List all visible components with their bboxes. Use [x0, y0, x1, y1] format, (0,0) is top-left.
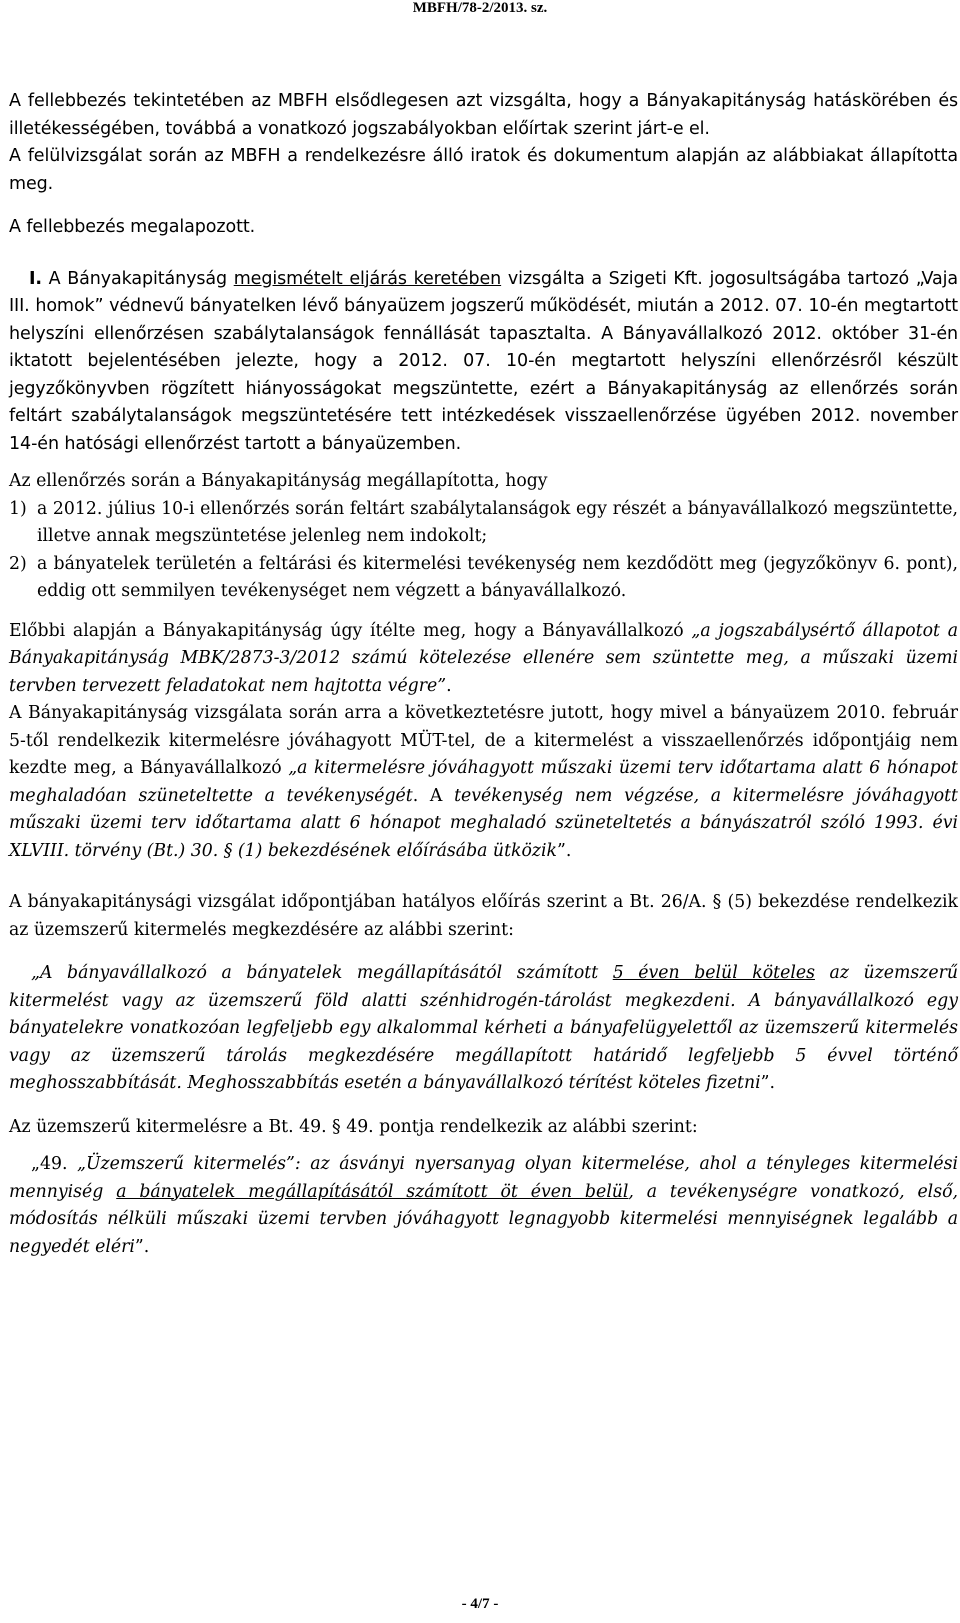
- quote-bt-49: [9, 1151, 958, 1261]
- paragraph-findings-intro: Az ellenőrzés során a Bányakapitányság megállapította, hogy: [9, 471, 548, 491]
- conclusion-text-1: A Bányakapitányság vizsgálata során arra a következtetésre jutott, hogy mivel a bányaüzem 2010. február 5-től rendelkezik kitermelésre jóváhagyott MÜT-tel, de a kitermelést a visszaellenőrzés időpontjáig nem kezdte meg, a Bányavállalkozó: [9, 703, 958, 778]
- paragraph-judgement: [9, 618, 958, 701]
- paragraph-appeal-scope: A fellebbezés tekintetében az MBFH elsődlegesen azt vizsgálta, hogy a Bányakapitányság hatáskörében és illetékességében, továbbá a vonatkozó jogszabályokban előírtak szerint járt-e el.: [9, 91, 958, 139]
- list-item: [9, 551, 958, 606]
- paragraph-conclusion: [9, 700, 958, 865]
- quote1-underlined: 5 éven belül köteles: [612, 963, 815, 983]
- quote-bt-26a: [9, 960, 958, 1098]
- quote2-underlined: a bányatelek megállapításától számított öt éven belül: [116, 1181, 629, 1202]
- section-text-2: vizsgálta a Szigeti Kft. jogosultságába tartozó „Vaja III.: [9, 268, 959, 316]
- quote2-number: „49.: [31, 1154, 77, 1174]
- list-item-number: 2): [9, 553, 27, 574]
- conclusion-end: ”.: [557, 840, 572, 861]
- quote1-text-1: „A bányavállalkozó a bányatelek megállapításától számított: [31, 963, 613, 983]
- page-number-footer: - 4/7 -: [461, 1596, 499, 1612]
- section-text-3: homok” védnevű bányatelken lévő bányaüzem jogszerű működését, miután a 2012. 07. 10-én megtartott helyszíni ellenőrzésen szabálytalanságok fennállását tapasztalta. A Bányavállalkozó 2012. október 31-én iktatott bejelentésében jelezte, hogy a 2012. 07. 10-én megtartott helyszíni ellenőrzésről készült jegyzőkönyvben rögzített hiányosságokat megszüntette, ezért a Bányakapitányság az ellenőrzés során feltárt szabálytalanságok megszüntetésére tett intézkedések visszaellenőrzése ügyében 2012. november 14-én hatósági ellenőrzést tartott a bányaüzemben.: [9, 296, 958, 454]
- judgement-text: Előbbi alapján a Bányakapitányság úgy ítélte meg, hogy a Bányavállalkozó: [9, 620, 692, 641]
- judgement-end: .: [446, 675, 452, 696]
- paragraph-definition-intro: Az üzemszerű kitermelésre a Bt. 49. § 49. pontja rendelkezik az alábbi szerint:: [9, 1116, 698, 1137]
- section-text-1: A Bányakapitányság: [48, 268, 228, 289]
- list-item-text: a 2012. július 10-i ellenőrzés során feltárt szabálytalanságok egy részét a bányavállalkozó megszüntette, illetve annak megszüntetése jelenleg nem indokolt;: [37, 498, 958, 546]
- list-item: [9, 496, 958, 551]
- quote2-text-1: „Üzemszerű kitermelés”: az ásványi nyersanyag olyan kitermelése, ahol a tényleges kitermelési mennyiség: [9, 1154, 958, 1202]
- document-body: [9, 88, 958, 1261]
- section-number: I.: [29, 268, 42, 289]
- quote1-text-2: az üzemszerű kitermelést vagy az üzemszerű föld alatti szénhidrogén-tárolást megkezdeni. A bányavállalkozó egy bányatelekre vonatkozóan legfeljebb egy alkalommal kérheti a bányafelügyelettől az üzemszerű kitermelés vagy az üzemszerű tárolás megkezdésére megállapított határidő legfeljebb 5 évvel történő meghosszabbítását. Meghosszabbítás esetén a bányavállalkozó térítést köteles fizetni: [9, 963, 958, 1093]
- paragraph-appeal-founded: A fellebbezés megalapozott.: [9, 217, 256, 237]
- document-id-header: MBFH/78-2/2013. sz.: [412, 0, 548, 16]
- paragraph-review: A felülvizsgálat során az MBFH a rendelkezésre álló iratok és dokumentum alapján az alábbiakat állapította meg.: [9, 146, 958, 194]
- quote2-end: ”.: [134, 1236, 150, 1257]
- list-item-text: a bányatelek területén a feltárási és kitermelési tevékenység nem kezdődött meg (jegyzőkönyv 6. pont), eddig ott semmilyen tevékenységet nem végzett a bányavállalkozó.: [37, 553, 958, 601]
- section-text-underlined: megismételt eljárás keretében: [233, 268, 502, 289]
- list-item-number: 1): [9, 498, 27, 519]
- conclusion-text-2: . A: [412, 785, 455, 806]
- conclusion-quote-2: tevékenység nem végzése, a kitermelésre jóváhagyott műszaki üzemi terv időtartama alatt 6 hónapot meghaladó szüneteltetés a bányászatról szóló 1993. évi XLVIII. törvény (Bt.) 30. § (1) bekezdésének előírásába ütközik: [9, 785, 958, 861]
- section-i: [9, 266, 958, 459]
- judgement-quote: „a jogszabálysértő állapotot a Bányakapitányság MBK/2873-3/2012 számú kötelezése ellenére sem szüntette meg, a műszaki üzemi tervben tervezett feladatokat nem hajtotta végre”: [9, 620, 959, 696]
- paragraph-law-reference: A bányakapitánysági vizsgálat időpontjában hatályos előírás szerint a Bt. 26/A. § (5) bekezdése rendelkezik az üzemszerű kitermelés megkezdésére az alábbi szerint:: [9, 892, 958, 940]
- quote2-text-2: , a tevékenységre vonatkozó, első, módosítás nélküli műszaki üzemi tervben jóváhagyott legnagyobb kitermelési mennyiségnek legalább a negyedét eléri: [9, 1181, 958, 1257]
- quote1-end: ”.: [760, 1073, 775, 1093]
- conclusion-quote-1: „a kitermelésre jóváhagyott műszaki üzemi terv időtartama alatt 6 hónapot meghaladóan szüneteltette a tevékenységét: [9, 758, 958, 806]
